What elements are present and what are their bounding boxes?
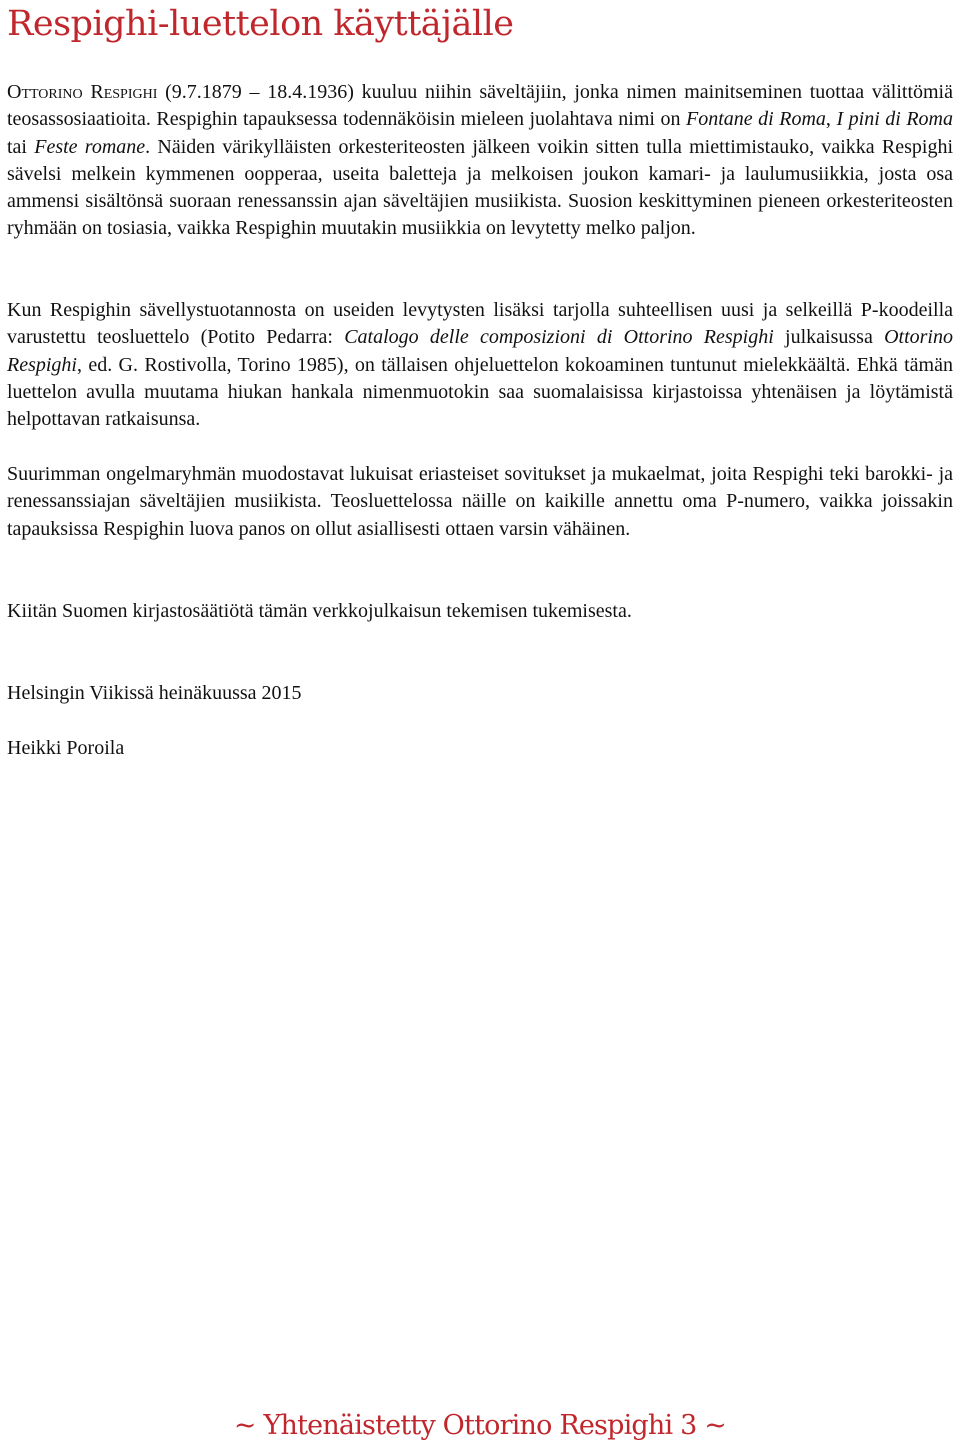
work-title-feste: Feste romane (34, 135, 146, 158)
catalogue-title: Catalogo delle composizioni di Ottorino Respighi (344, 326, 774, 349)
text-segment: (9.7.1879 – 18.4.1936) kuuluu niihin säveltäjiin, jonka nimen mainitseminen tuottaa välittömiä teosassosiaatioita. Respighin tapauksessa todennäköisin mieleen juolahtava nimi on (7, 81, 953, 131)
page-footer: ~ Yhtenäistetty Ottorino Respighi 3 ~ (233, 1410, 727, 1441)
author-name: Heikki Poroila (7, 737, 125, 759)
text-segment: , ed. G. Rostivolla, Torino 1985), on tällaisen ohjeluettelon kokoaminen tuntunut mielekkäältä. Ehkä tämän luettelon avulla muutama hiukan hankala nimenmuotokin saa suomalaisissa kirjastoissa yhtenäisen ja löytämistä helpottavan ratkaisunsa. (7, 353, 953, 431)
arrangements-paragraph (7, 461, 953, 543)
intro-paragraph (7, 79, 953, 243)
text-segment: , (825, 108, 837, 131)
text-segment: julkaisussa (773, 326, 885, 349)
catalogue-paragraph (7, 297, 953, 433)
text-segment: Kun Respighin sävellystuotannosta on useiden levytysten lisäksi tarjolla suhteellisen uusi ja selkeillä P-koodeilla varustettu teosluettelo (Potito Pedarra: (7, 299, 953, 349)
text-segment: tai (7, 135, 35, 158)
text-segment: Suurimman ongelmaryhmän muodostavat lukuisat eriasteiset sovitukset ja mukaelmat, joita Respighi teki barokki- ja renessanssiajan säveltäjien musiikista. Teosluettelossa näille on kaikille annettu oma P-numero, vaikka joissakin tapauksissa Respighin luova panos on ollut asiallisesti ottaen varsin vähäinen. (7, 463, 953, 540)
work-title-fontane: Fontane di Roma (686, 108, 826, 131)
text-segment: . Näiden värikylläisten orkesteriteosten jälkeen voikin sitten tulla miettimistauko, vaikka Respighi sävelsi melkein kymmenen oopperaa, useita baletteja ja melkoisen joukon kamari- ja laulumusiikkia, josta osa ammensi sisältönsä suoraan renessanssin ajan säveltäjien musiikista. Suosion keskittyminen pieneen orkesteriteosten ryhmään on tosiasia, vaikka Respighin muutakin musiikkia on levytetty melko paljon. (7, 135, 954, 240)
text-segment: Kiitän Suomen kirjastosäätiötä tämän verkkojulkaisun tekemisen tukemisesta. (7, 600, 632, 622)
page-title: Respighi-luettelon käyttäjälle (7, 4, 514, 44)
composer-name: Ottorino Respighi (7, 81, 158, 103)
work-title-pini: I pini di Roma (836, 108, 953, 131)
place-date: Helsingin Viikissä heinäkuussa 2015 (7, 682, 302, 704)
acknowledgement-paragraph (7, 598, 953, 625)
publication-title: Ottorino Respighi (7, 326, 953, 376)
